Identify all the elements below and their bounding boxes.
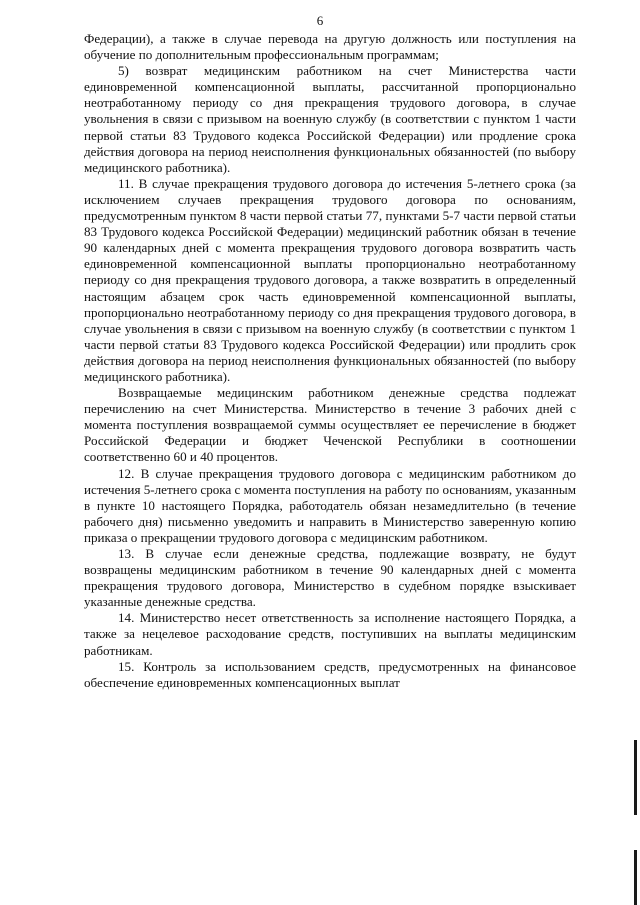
document-body [84,31,576,691]
paragraph-clause-12: 12. В случае прекращения трудового договора с медицинским работником до истечения 5-летнего срока с момента поступления на работу по основаниям, указанным в пункте 10 настоящего Порядка, работодатель обязан незамедлительно (в течение рабочего дня) письменно уведомить и направить в Министерство заверенную копию приказа о прекращении трудового договора с медицинским работником. [84,465,576,545]
page-number: 6 [316,13,324,28]
paragraph-refund-transfer: Возвращаемые медицинским работником денежные средства подлежат перечислению на счет Министерства. Министерство в течение 3 рабочих дней с момента поступления возвращаемой суммы осуществляет ее перечисление в бюджет Российской Федерации и бюджет Чеченской Республики в соотношении соответственно 60 и 40 процентов. [84,385,576,465]
paragraph-clause-13: 13. В случае если денежные средства, подлежащие возврату, не будут возвращены медицинским работником в течение 90 календарных дней с момента прекращения трудового договора, Министерство в судебном порядке взыскивает указанные денежные средства. [84,546,576,610]
paragraph-item-5: 5) возврат медицинским работником на счет Министерства части единовременной компенсационной выплаты, рассчитанной пропорционально неотработанному периоду со дня прекращения трудового договора, в случае увольнения в связи с призывом на военную службу (в соответствии с пунктом 1 части первой статьи 83 Трудового кодекса Российской Федерации) или продление срока действия договора на период неисполнения функциональных обязанностей (по выбору медицинского работника). [84,63,576,175]
paragraph-clause-14: 14. Министерство несет ответственность за исполнение настоящего Порядка, а также за нецелевое расходование средств, поступивших на выплаты медицинским работникам. [84,610,576,658]
paragraph-continuation: Федерации), а также в случае перевода на другую должность или поступления на обучение по дополнительным профессиональным программам; [84,31,576,63]
scan-edge-mark [634,850,637,905]
paragraph-clause-11: 11. В случае прекращения трудового договора до истечения 5-летнего срока (за исключением случаев прекращения трудового договора по основаниям, предусмотренным пунктом 8 части первой статьи 77, пунктами 5-7 части первой статьи 83 Трудового кодекса Российской Федерации) медицинский работник обязан в течение 90 календарных дней с момента прекращения трудового договора возвратить часть единовременной компенсационной выплаты пропорционально неотработанному периоду со дня прекращения трудового договора, а также возвратить в определенный настоящим абзацем срок часть единовременной компенсационной выплаты, пропорционально неотработанному периоду со дня прекращения трудового договора, в случае увольнения в связи с призывом на военную службу (в соответствии с пунктом 1 части первой статьи 83 Трудового кодекса Российской Федерации) или продлить срок действия договора на период неисполнения функциональных обязанностей (по выбору медицинского работника). [84,175,576,384]
scan-edge-mark [634,740,637,815]
paragraph-clause-15: 15. Контроль за использованием средств, предусмотренных на финансовое обеспечение единовременных компенсационных выплат [84,658,576,690]
